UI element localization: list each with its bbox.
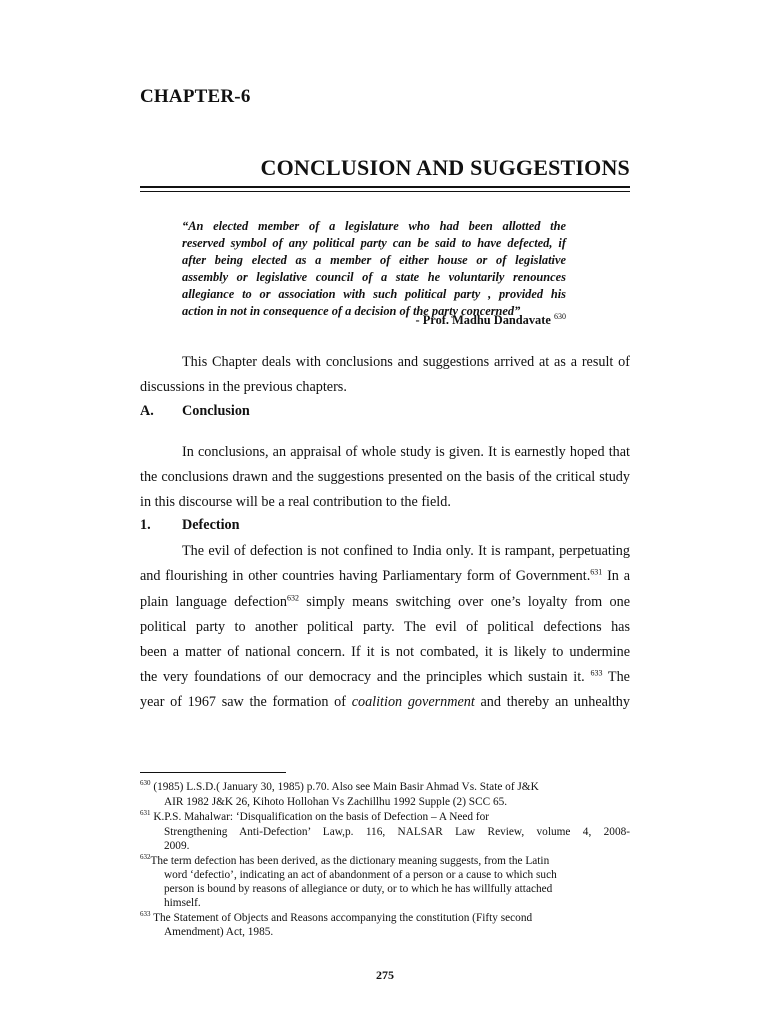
epigraph-line: assembly or legislative council of a state he voluntarily renounces	[182, 270, 566, 284]
text-run: year of 1967 saw the formation of	[140, 694, 352, 710]
text-run: the very foundations of our democracy and the principles which sustain it.	[140, 669, 591, 685]
footnote-line: (1985) L.S.D.( January 30, 1985) p.70. Also see Main Basir Ahmad Vs. State of J&K	[153, 781, 539, 793]
text-run: In a	[602, 568, 630, 584]
epigraph-attribution	[380, 313, 566, 328]
footnote-633	[140, 911, 532, 925]
footnote-line: The term defection has been derived, as the dictionary meaning suggests, from the Latin	[150, 855, 550, 867]
footnote-number: 633	[140, 910, 151, 919]
chapter-label: CHAPTER-6	[140, 86, 251, 107]
paragraph-line: political party to another political party. The evil of political defections has	[140, 619, 630, 635]
footnote-number: 630	[140, 779, 151, 788]
epigraph-line: action in not in consequence of a decision of the party concerned”	[182, 304, 521, 318]
paragraph-line: the conclusions drawn and the suggestions presented on the basis of the critical study	[140, 469, 630, 485]
footnote-line: himself.	[164, 897, 201, 909]
footnote-number: 632	[140, 853, 151, 862]
text-run: and thereby an unhealthy	[474, 694, 630, 710]
footnote-line: person is bound by reasons of allegiance or duty, or to which he has willfully attached	[164, 883, 553, 895]
italic-run: coalition government	[351, 694, 475, 710]
text-run: simply means switching over one’s loyalty from one	[298, 594, 630, 610]
title-rule-thin	[140, 191, 630, 192]
paragraph-line: In conclusions, an appraisal of whole study is given. It is earnestly hoped that	[182, 444, 630, 460]
section-heading-defection	[140, 517, 240, 534]
paragraph-line	[140, 593, 630, 611]
attribution-text: - Prof. Madhu Dandavate	[415, 313, 551, 327]
footnote-ref: 630	[554, 311, 566, 321]
footnote-631	[140, 810, 489, 824]
text-run: The	[602, 669, 630, 685]
paragraph-line	[140, 668, 630, 686]
paragraph-line: in this discourse will be a real contribution to the field.	[140, 494, 451, 510]
paragraph-line: The evil of defection is not confined to India only. It is rampant, perpetuating	[182, 543, 630, 559]
section-title: Defection	[182, 517, 240, 533]
footnote-ref: 631	[590, 567, 603, 577]
epigraph-line: reserved symbol of any political party can be said to have defected, if	[182, 236, 566, 250]
footnote-line: The Statement of Objects and Reasons accompanying the constitution (Fifty second	[153, 912, 533, 924]
section-number: A.	[140, 403, 154, 419]
section-heading-conclusion	[140, 403, 250, 420]
footnote-line: Strengthening Anti-Defection’ Law,p. 116, NALSAR Law Review, volume 4, 2008-	[164, 826, 630, 838]
title-rule-thick	[140, 186, 630, 188]
epigraph-line: “An elected member of a legislature who had been allotted the	[182, 219, 566, 233]
text-run: and flourishing in other countries having Parliamentary form of Government.	[140, 568, 591, 584]
footnote-line: Amendment) Act, 1985.	[164, 926, 274, 938]
footnote-line: K.P.S. Mahalwar: ‘Disqualification on the basis of Defection – A Need for	[153, 811, 490, 823]
footnote-ref: 632	[286, 593, 299, 603]
epigraph-line: allegiance to or association with such political party , provided his	[182, 287, 566, 301]
footnote-number: 631	[140, 809, 151, 818]
section-title: Conclusion	[182, 403, 250, 419]
footnote-ref: 633	[590, 668, 603, 678]
footnote-rule	[140, 772, 286, 773]
footnote-630	[140, 780, 539, 794]
intro-line: This Chapter deals with conclusions and suggestions arrived at as a result of	[182, 354, 630, 370]
footnote-632	[140, 854, 549, 868]
intro-line: discussions in the previous chapters.	[140, 379, 347, 395]
epigraph-line: after being elected as a member of either house or of legislative	[182, 253, 566, 267]
paragraph-line: been a matter of national concern. If it is not combated, it is likely to undermine	[140, 644, 630, 660]
text-run: plain language defection	[140, 594, 287, 610]
footnote-line: 2009.	[164, 840, 190, 852]
chapter-title: CONCLUSION AND SUGGESTIONS	[260, 155, 630, 180]
footnote-line: AIR 1982 J&K 26, Kihoto Hollohan Vs Zachillhu 1992 Supple (2) SCC 65.	[164, 796, 508, 808]
footnote-line: word ‘defectio’, indicating an act of abandonment of a person or a cause to which such	[164, 869, 557, 881]
paragraph-line	[140, 567, 630, 585]
section-number: 1.	[140, 517, 151, 533]
paragraph-line	[140, 693, 630, 711]
page-number: 275	[376, 968, 394, 982]
